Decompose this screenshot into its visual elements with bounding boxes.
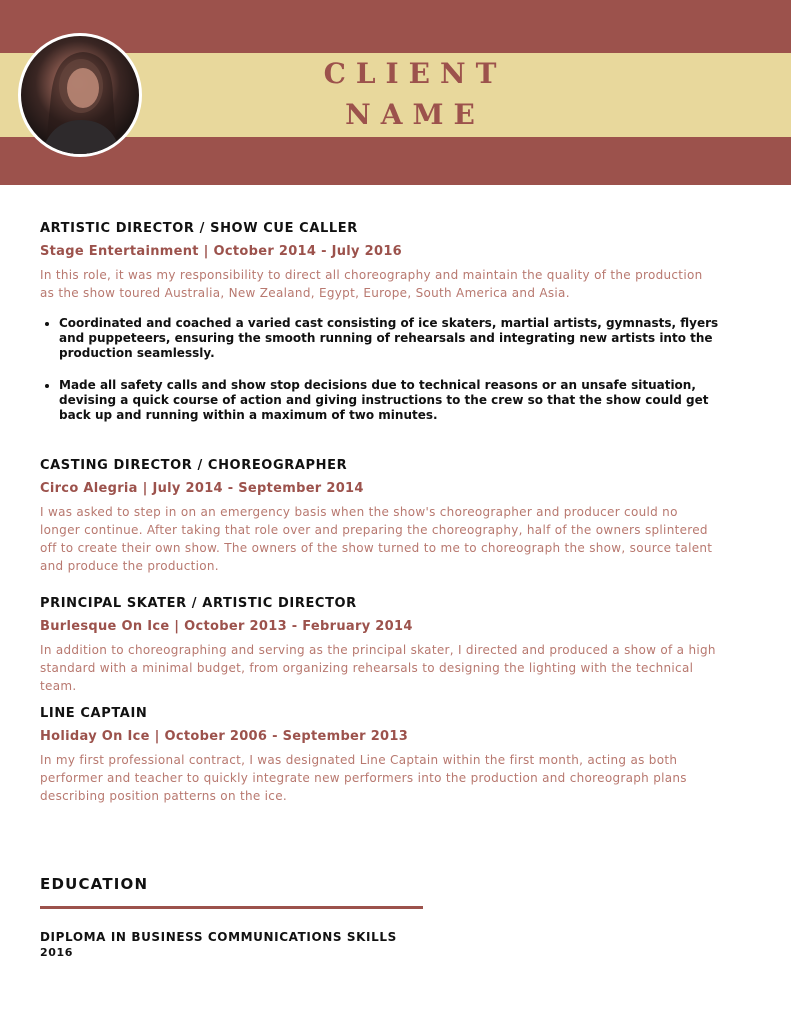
education-heading: EDUCATION xyxy=(40,875,149,893)
job-bullet: • Coordinated and coached a varied cast consisting of ice skaters, martial artists, gymnasts, flyers and puppeteers, ensuring the smooth running of rehearsals and integrating new artists into the production seamlessly. xyxy=(59,316,720,361)
job-title: ARTISTIC DIRECTOR / SHOW CUE CALLER xyxy=(40,221,358,236)
client-name-line2: NAME xyxy=(345,98,485,131)
job-employer-dates: Stage Entertainment | October 2014 - July 2016 xyxy=(40,244,403,259)
job-description: In addition to choreographing and serving as the principal skater, I directed and produced a show of a high standard with a minimal budget, from organizing rehearsals to designing the lighting with the technical team. xyxy=(40,643,716,693)
profile-photo-silhouette xyxy=(21,36,139,154)
job-bullet: • Made all safety calls and show stop decisions due to technical reasons or an unsafe situation, devising a quick course of action and giving instructions to the crew so that the show could get back up and running within a maximum of two minutes. xyxy=(59,378,720,423)
job-description: In this role, it was my responsibility to direct all choreography and maintain the quality of the production as the show toured Australia, New Zealand, Egypt, Europe, South America and Asia. xyxy=(40,268,703,300)
job-employer-dates: Holiday On Ice | October 2006 - September 2013 xyxy=(40,729,409,744)
job-description: In my first professional contract, I was designated Line Captain within the first month, acting as both performer and teacher to quickly integrate new performers into the production and choreograph plans describing position patterns on the ice. xyxy=(40,753,687,803)
job-entry-3 xyxy=(40,596,720,695)
job-description: I was asked to step in on an emergency basis when the show's choreographer and producer could no longer continue. After taking that role over and preparing the choreography, half of the owners splintered off to create their own show. The owners of the show turned to me to choreograph the show, source talent and produce the production. xyxy=(40,505,713,573)
education-divider xyxy=(40,906,423,909)
client-name-line1: CLIENT xyxy=(323,57,507,90)
job-employer-dates: Burlesque On Ice | October 2013 - February 2014 xyxy=(40,619,413,634)
job-entry-4 xyxy=(40,706,720,805)
profile-photo xyxy=(18,33,142,157)
job-title: LINE CAPTAIN xyxy=(40,706,148,721)
education-year: 2016 xyxy=(40,946,74,959)
job-entry-2 xyxy=(40,458,720,575)
education-degree: DIPLOMA IN BUSINESS COMMUNICATIONS SKILLS xyxy=(40,930,397,944)
job-title: CASTING DIRECTOR / CHOREOGRAPHER xyxy=(40,458,348,473)
job-entry-1 xyxy=(40,221,720,440)
job-title: PRINCIPAL SKATER / ARTISTIC DIRECTOR xyxy=(40,596,357,611)
job-employer-dates: Circo Alegria | July 2014 - September 2014 xyxy=(40,481,364,496)
job-bullet-list xyxy=(40,316,720,423)
